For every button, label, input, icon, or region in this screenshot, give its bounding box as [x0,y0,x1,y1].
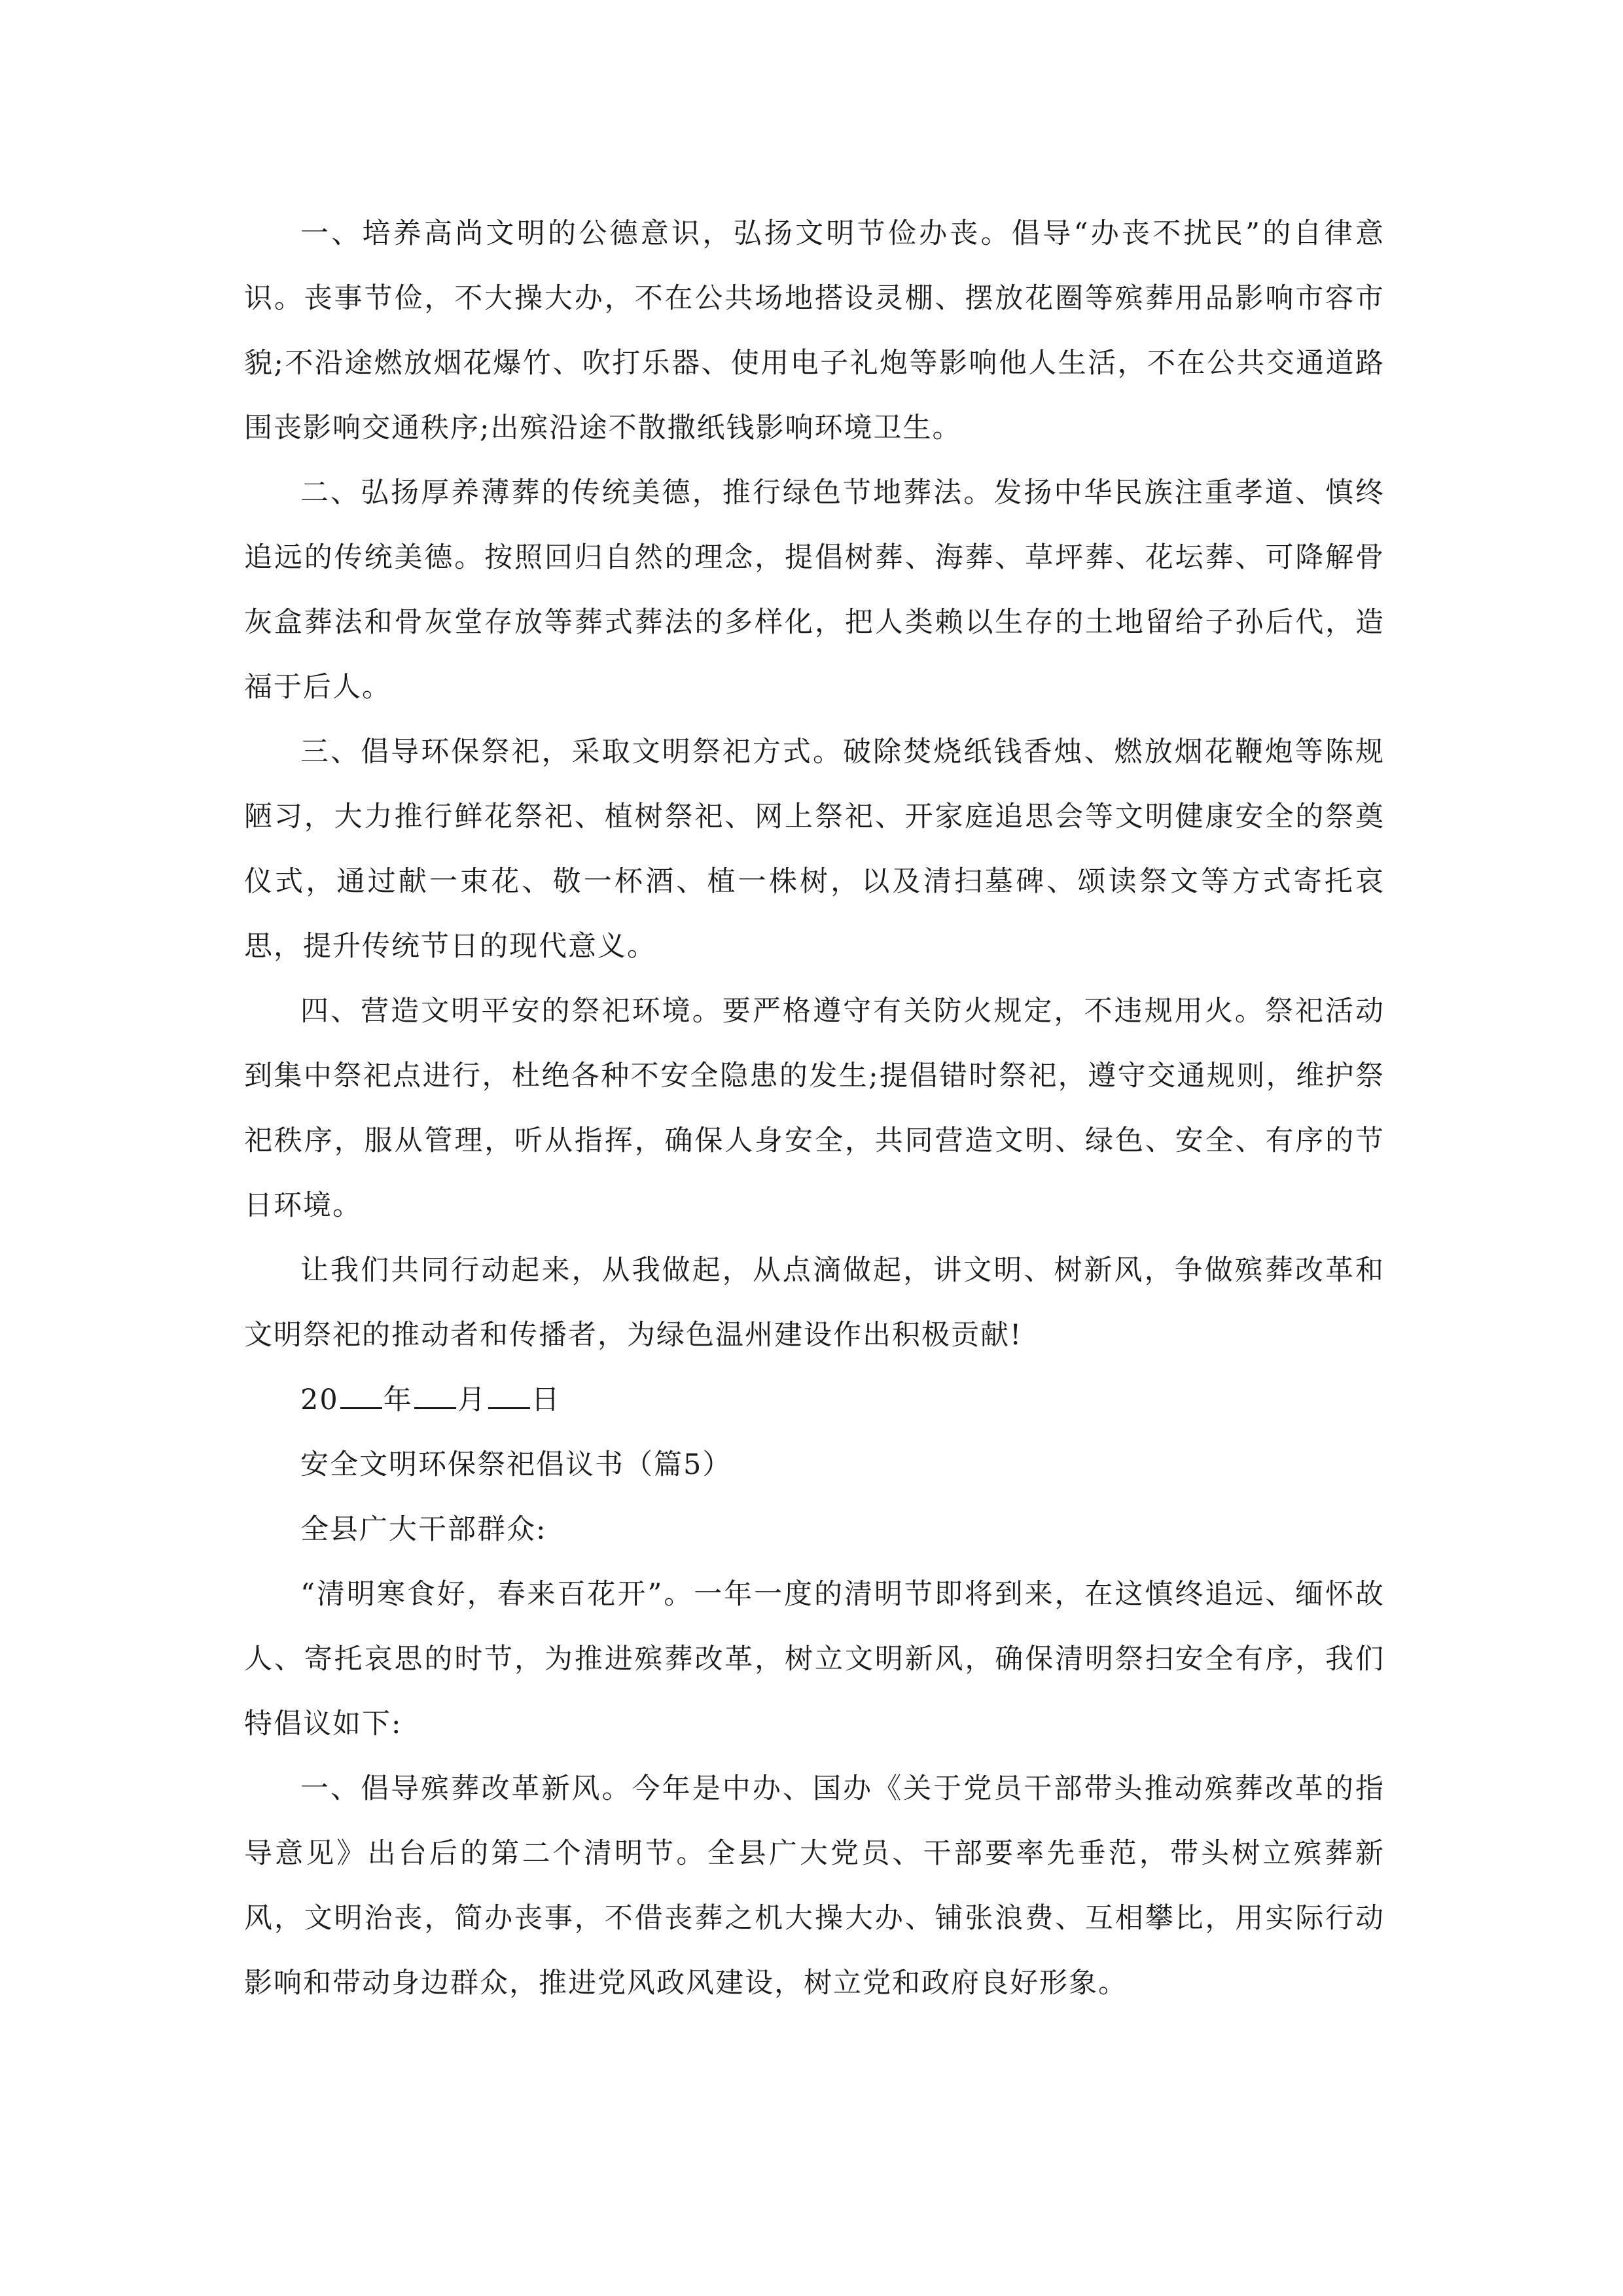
date-month-label: 月 [457,1384,487,1416]
date-line [244,1368,1385,1433]
salutation: 全县广大干部群众: [300,1513,547,1546]
paragraph-green-burial: 二、弘扬厚养薄葬的传统美德，推行绿色节地葬法。发扬中华民族注重孝道、慎终追远的传统美德。按照回归自然的理念，提倡树葬、海葬、草坪葬、花坛葬、可降解骨灰盒葬法和骨灰堂存放等葬式葬法的多样化，把人类赖以生存的土地留给子孙后代，造福于后人。 [244,476,1385,704]
paragraph-funeral-reform: 一、倡导殡葬改革新风。今年是中办、国办《关于党员干部带头推动殡葬改革的指导意见》出台后的第二个清明节。全县广大党员、干部要率先垂范，带头树立殡葬新风，文明治丧，简办丧事，不借丧葬之机大操大办、铺张浪费、互相攀比，用实际行动影响和带动身边群众，推进党风政风建设，树立党和政府良好形象。 [244,1772,1385,2000]
section-title: 安全文明环保祭祀倡议书（篇5） [300,1448,732,1481]
paragraph-civic-awareness: 一、培养高尚文明的公德意识，弘扬文明节俭办丧。倡导“办丧不扰民”的自律意识。丧事节俭，不大操大办，不在公共场地搭设灵棚、摆放花圈等殡葬用品影响市容市貌;不沿途燃放烟花爆竹、吹打乐器、使用电子礼炮等影响他人生活，不在公共交通道路围丧影响交通秩序;出殡沿途不散撒纸钱影响环境卫生。 [244,217,1385,444]
year-blank [340,1381,382,1409]
paragraph-call-to-action: 让我们共同行动起来，从我做起，从点滴做起，讲文明、树新风，争做殡葬改革和文明祭祀的推动者和传播者，为绿色温州建设作出积极贡献! [244,1254,1385,1352]
date-day-label: 日 [531,1384,561,1416]
paragraph-intro: “清明寒食好，春来百花开”。一年一度的清明节即将到来，在这慎终追远、缅怀故人、寄托哀思的时节，为推进殡葬改革，树立文明新风，确保清明祭扫安全有序，我们特倡议如下: [244,1578,1385,1740]
day-blank [488,1381,530,1409]
paragraph-safe-environment: 四、营造文明平安的祭祀环境。要严格遵守有关防火规定，不违规用火。祭祀活动到集中祭祀点进行，杜绝各种不安全隐患的发生;提倡错时祭祀，遵守交通规则，维护祭祀秩序，服从管理，听从指挥，确保人身安全，共同营造文明、绿色、安全、有序的节日环境。 [244,995,1385,1222]
date-year-label: 年 [383,1384,413,1416]
date-year-prefix: 20 [300,1384,339,1416]
document-body [244,202,1385,2016]
paragraph-eco-sacrifice: 三、倡导环保祭祀，采取文明祭祀方式。破除焚烧纸钱香烛、燃放烟花鞭炮等陈规陋习，大力推行鲜花祭祀、植树祭祀、网上祭祀、开家庭追思会等文明健康安全的祭奠仪式，通过献一束花、敬一杯酒、植一株树，以及清扫墓碑、颂读祭文等方式寄托哀思，提升传统节日的现代意义。 [244,736,1385,963]
month-blank [414,1381,456,1409]
